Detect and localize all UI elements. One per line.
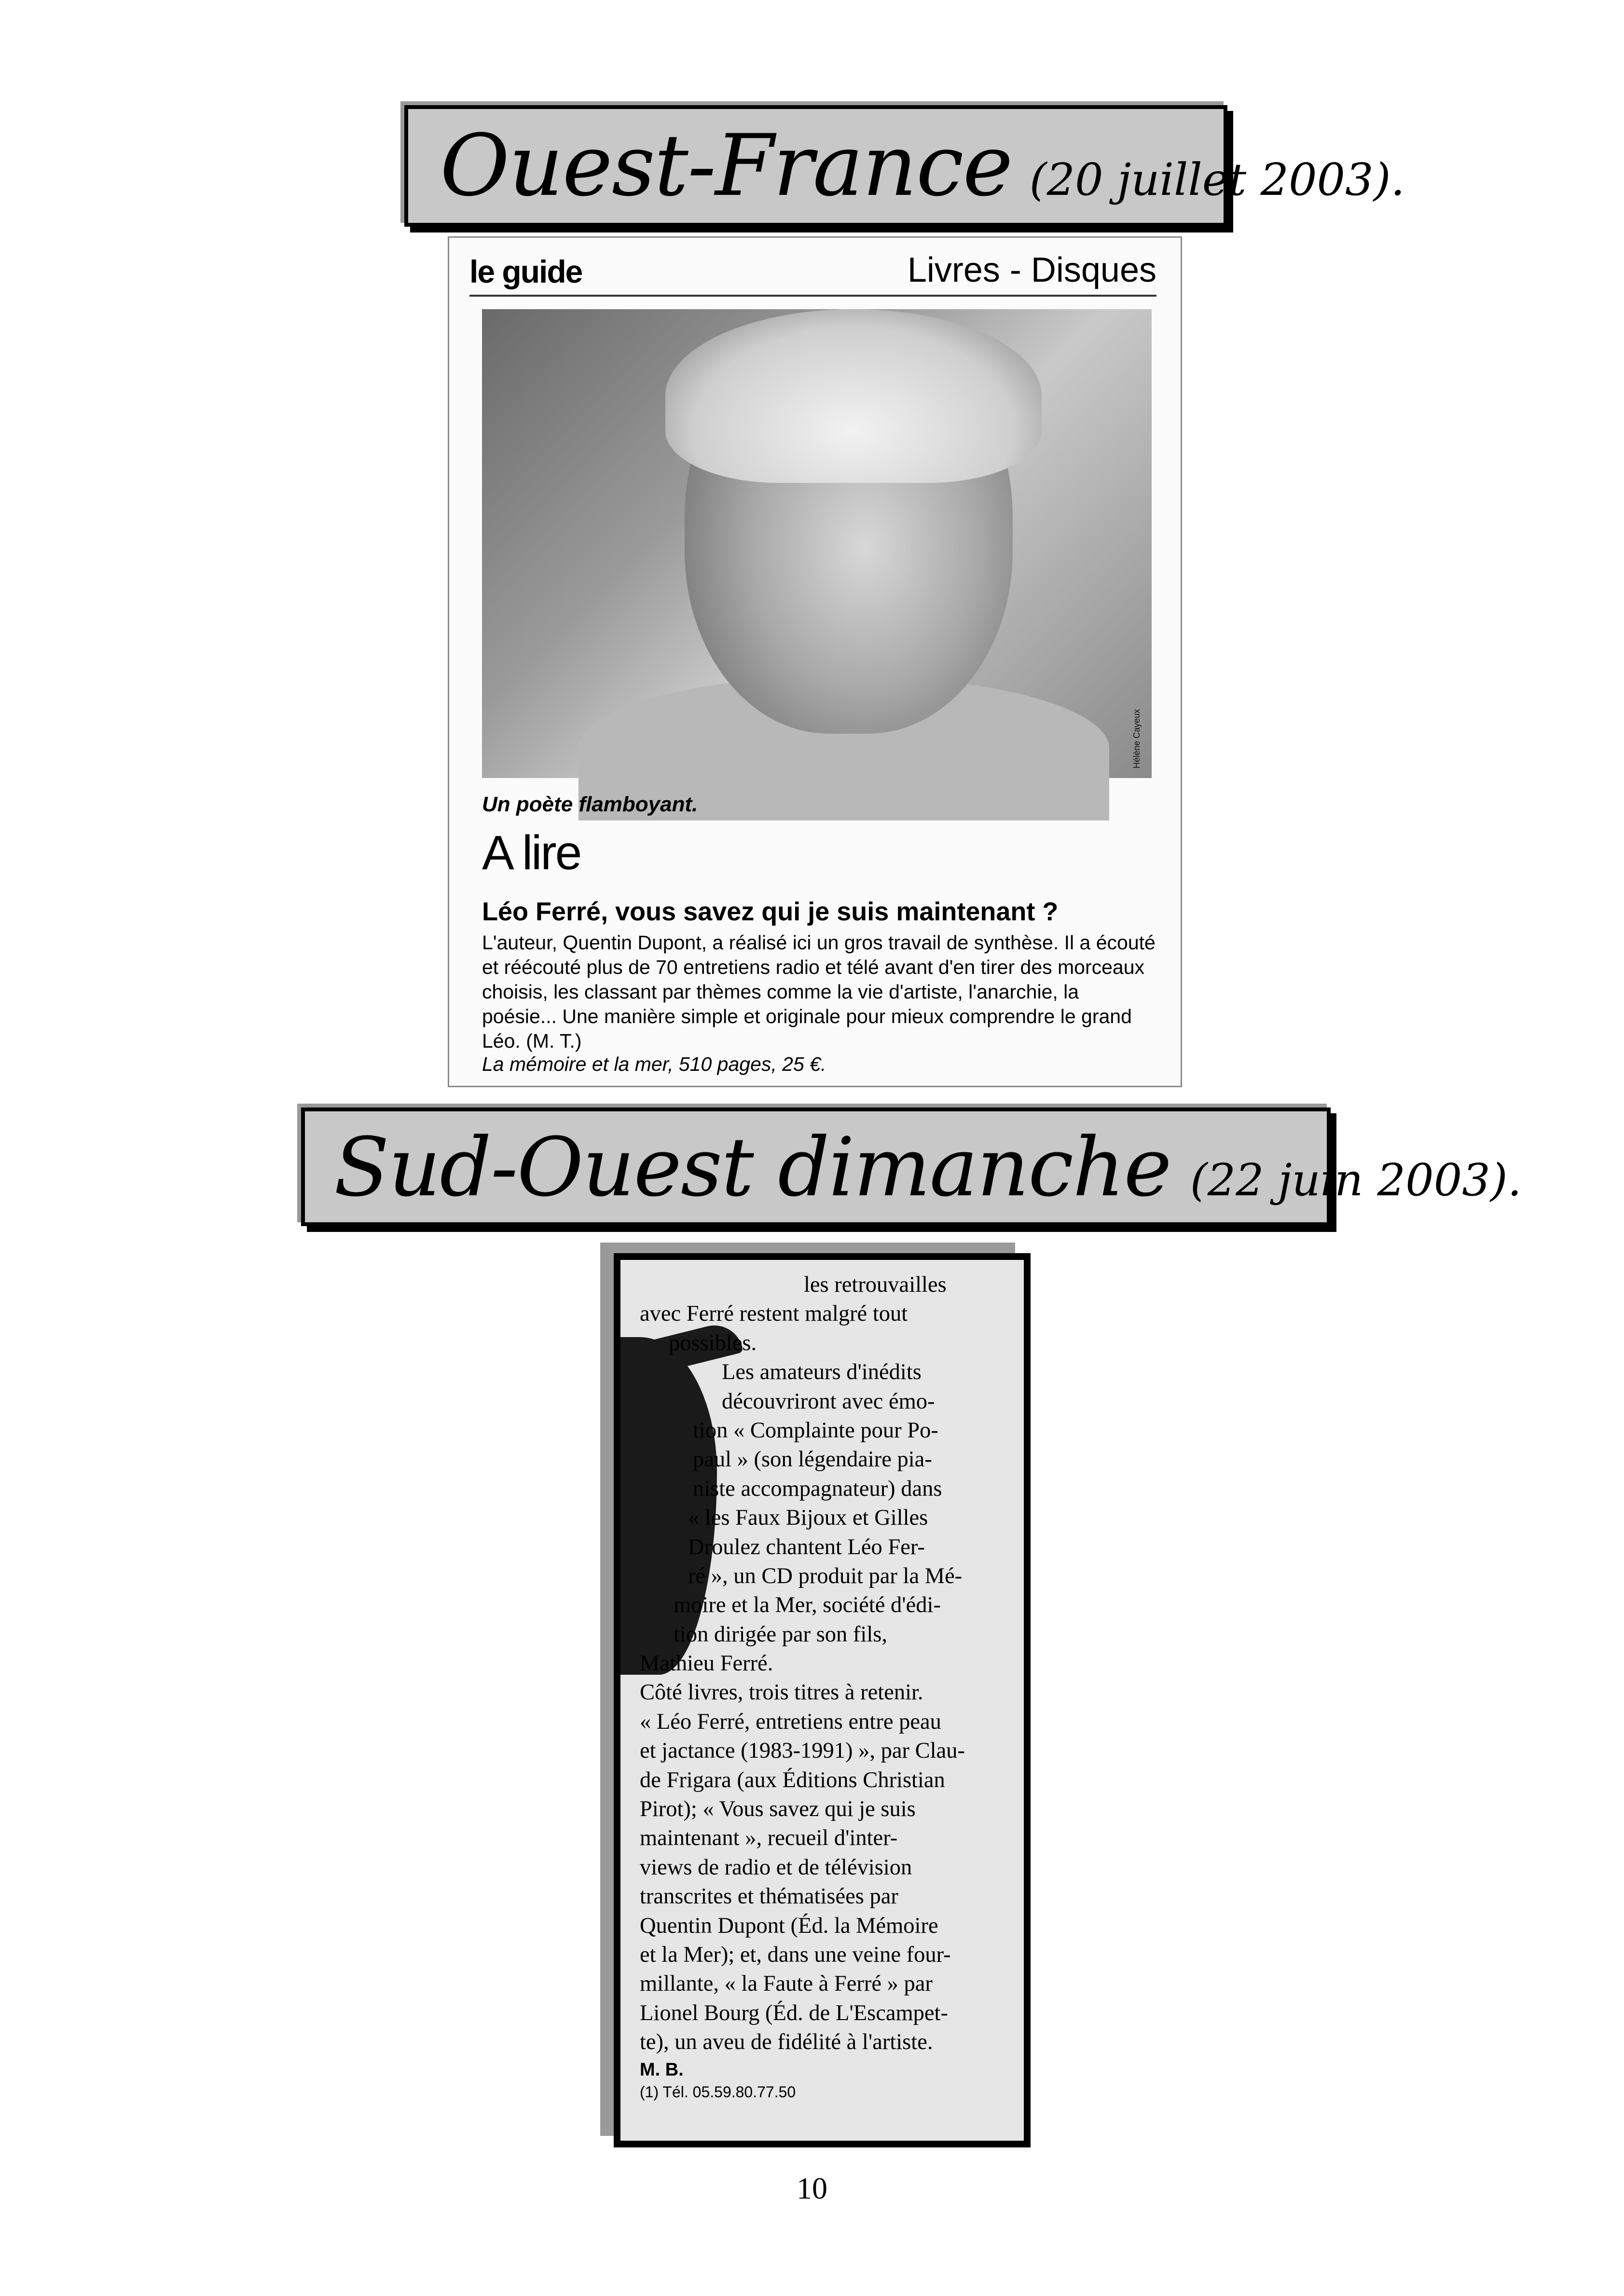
text-line: possibles. [669,1330,757,1355]
text-line: millante, « la Faute à Ferré » par [640,1971,933,1996]
author-signature: M. B. [640,2059,684,2080]
text-line: views de radio et de télévision [640,1855,912,1880]
text-line: de Frigara (aux Éditions Christian [640,1767,945,1792]
clipping-header [469,252,1156,297]
header-left: le guide [469,254,582,289]
section-title: A lire [482,826,581,880]
text-line: transcrites et thématisées par [640,1884,898,1909]
text-line: les retrouvailles [804,1272,947,1297]
book-reference: La mémoire et la mer, 510 pages, 25 €. [482,1053,826,1075]
text-line: « Léo Ferré, entretiens entre peau [640,1709,941,1734]
footnote-phone: (1) Tél. 05.59.80.77.50 [640,2083,796,2101]
text-line: Côté livres, trois titres à retenir. [640,1680,923,1705]
sud-ouest-title [301,1107,1522,1226]
text-line: moire et la Mer, société d'édi- [674,1593,941,1618]
article-body: L'auteur, Quentin Dupont, a réalisé ici un gros travail de synthèse. Il a écouté et réécouté plus de 70 entretiens radio et télé avant d'en tirer des morceaux choisis, les classant par thèmes comme la vie d'artiste, l'anarchie, la poésie... Une manière simple et originale pour mieux comprendre le grand Léo. (M. T.) [482,931,1156,1052]
text-line: Les amateurs d'inédits [722,1360,922,1385]
photo-hair-shape [665,309,1042,483]
text-line: et la Mer); et, dans une veine four- [640,1942,951,1967]
article-column [640,1271,1008,2102]
publication-date: (20 juillet 2003). [1029,154,1405,205]
newspaper-name: Ouest-France [440,116,1012,215]
text-line: découvriront avec émo- [722,1389,935,1414]
text-line: avec Ferré restent malgré tout [640,1301,908,1326]
text-line: ré », un CD produit par la Mé- [688,1563,963,1588]
ouest-france-clipping [448,236,1182,1087]
photo-credit: Hélène Cayeux [1132,709,1142,768]
text-line: maintenant », recueil d'inter- [640,1826,898,1851]
text-line: Droulez chantent Léo Fer- [688,1534,925,1559]
text-line: « les Faux Bijoux et Gilles [688,1505,928,1531]
newspaper-name: Sud-Ouest dimanche [334,1120,1171,1215]
publication-date: (22 juin 2003). [1190,1154,1522,1206]
text-line: et jactance (1983-1991) », par Clau- [640,1738,965,1763]
text-line: paul » (son légendaire pia- [693,1447,932,1472]
text-line: te), un aveu de fidélité à l'artiste. [640,2030,933,2055]
text-line: Pirot); « Vous savez qui je suis [640,1797,916,1822]
text-line: Quentin Dupont (Éd. la Mémoire [640,1913,938,1938]
article-headline: Léo Ferré, vous savez qui je suis maintenant ? [482,897,1059,926]
text-line: tion dirigée par son fils, [674,1622,887,1647]
photo-caption: Un poète flamboyant. [482,793,698,816]
text-line: Mathieu Ferré. [640,1651,773,1676]
sud-ouest-clipping [614,1253,1031,2147]
portrait-photo [482,309,1152,778]
text-line: tion « Complainte pour Po- [693,1418,938,1443]
text-line: Lionel Bourg (Éd. de L'Escampet- [640,2000,948,2025]
page-number: 10 [797,2171,827,2205]
ouest-france-title [404,105,1405,227]
header-right: Livres - Disques [907,251,1156,289]
text-line: niste accompagnateur) dans [693,1476,942,1501]
